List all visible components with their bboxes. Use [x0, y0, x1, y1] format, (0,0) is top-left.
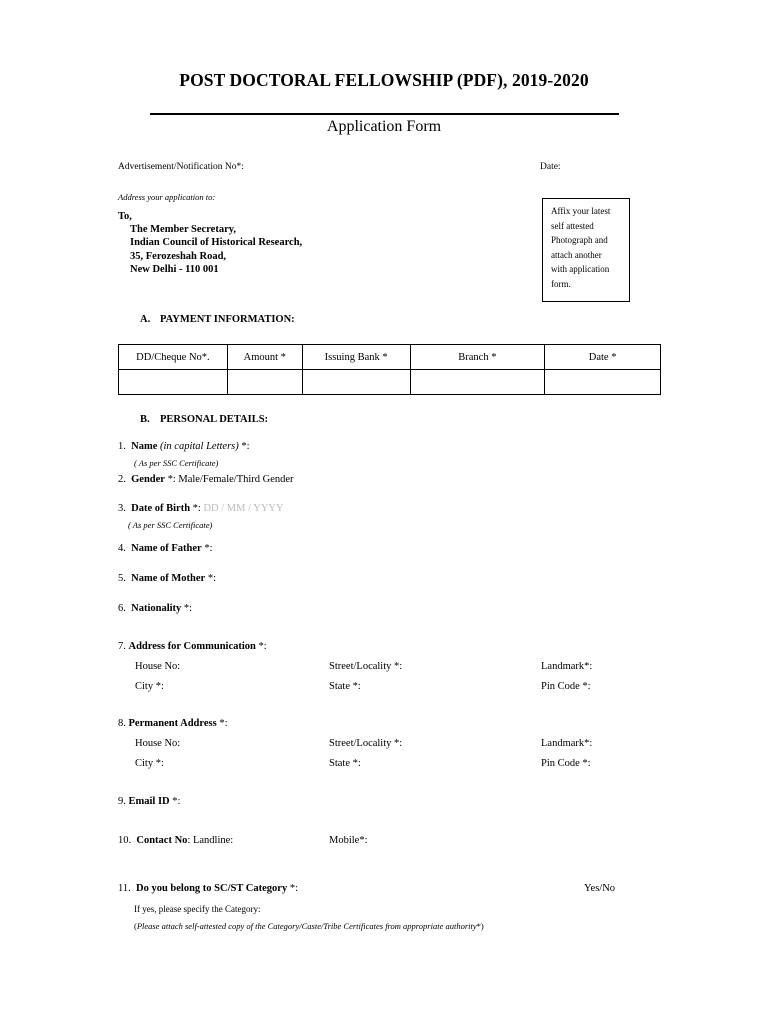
- landline-label: : Landline:: [187, 835, 234, 846]
- photo-line: self attested: [551, 220, 594, 231]
- issuing-bank-cell[interactable]: [302, 370, 410, 395]
- advertisement-label: Advertisement/Notification No*:: [118, 162, 244, 172]
- name-label: Name: [131, 441, 158, 452]
- email-label: Email ID: [128, 796, 170, 807]
- required-marker: *:: [219, 718, 228, 729]
- question-number: 10.: [118, 835, 132, 846]
- gender-question: [118, 474, 294, 485]
- category-options[interactable]: Yes/No: [584, 883, 616, 894]
- address-to: To,: [118, 211, 132, 222]
- note-text: Please attach self-attested copy of the Category/Caste/Tribe Certificates from appropriate authority: [136, 921, 477, 931]
- question-number: 5.: [118, 573, 126, 584]
- perm-city-label: City *:: [135, 758, 164, 769]
- category-label: Do you belong to SC/ST Category: [136, 883, 288, 894]
- photo-line: with application: [551, 264, 610, 274]
- mother-question: [118, 573, 216, 584]
- comm-house-label: House No:: [135, 661, 181, 672]
- required-marker: *:: [241, 441, 250, 452]
- name-question: [118, 441, 250, 452]
- father-label: Name of Father: [131, 543, 202, 554]
- comm-state-label: State *:: [329, 681, 361, 692]
- section-a-heading: PAYMENT INFORMATION:: [160, 314, 295, 325]
- form-subtitle: Application Form: [326, 118, 442, 135]
- required-marker: *:: [167, 474, 176, 485]
- mother-label: Name of Mother: [131, 573, 206, 584]
- nationality-label: Nationality: [131, 603, 182, 614]
- nationality-question: [118, 603, 192, 614]
- col-amount: Amount *: [227, 345, 302, 370]
- payment-header-row: [119, 345, 661, 370]
- required-marker: *:: [207, 573, 216, 584]
- address-line-1: The Member Secretary,: [130, 224, 237, 235]
- contact-label: Contact No: [136, 835, 188, 846]
- comm-city-label: City *:: [135, 681, 164, 692]
- payment-entry-row: [119, 370, 661, 395]
- photo-line: attach another: [551, 249, 602, 260]
- question-number: 7.: [118, 641, 126, 652]
- name-hint: (in capital Letters): [160, 441, 239, 452]
- contact-question: [118, 835, 233, 846]
- comm-landmark-label: Landmark*:: [541, 661, 593, 672]
- question-number: 1.: [118, 441, 126, 452]
- section-a-letter: A.: [140, 314, 151, 325]
- dob-question: [118, 503, 284, 514]
- question-number: 2.: [118, 474, 126, 485]
- payment-table: [118, 344, 661, 395]
- category-ifyes: If yes, please specify the Category:: [134, 904, 261, 914]
- permanent-label: Permanent Address: [128, 718, 217, 729]
- required-marker: *:: [172, 796, 181, 807]
- title-divider: [150, 113, 619, 115]
- address-line-3: 35, Ferozeshah Road,: [130, 251, 227, 262]
- question-number: 6.: [118, 603, 126, 614]
- perm-pin-label: Pin Code *:: [541, 758, 591, 769]
- col-branch: Branch *: [410, 345, 545, 370]
- photo-line: Photograph and: [551, 235, 608, 245]
- name-note: ( As per SSC Certificate): [134, 458, 219, 468]
- question-number: 8.: [118, 718, 126, 729]
- comm-pin-label: Pin Code *:: [541, 681, 591, 692]
- dob-label: Date of Birth: [131, 503, 191, 514]
- address-line-4: New Delhi - 110 001: [130, 264, 219, 275]
- col-dd-cheque: DD/Cheque No*.: [119, 345, 228, 370]
- address-line-2: Indian Council of Historical Research,: [130, 237, 303, 248]
- address-intro: Address your application to:: [118, 192, 216, 202]
- section-b-heading: PERSONAL DETAILS:: [160, 414, 269, 425]
- question-number: 4.: [118, 543, 126, 554]
- required-marker: *:: [289, 883, 298, 894]
- form-title: POST DOCTORAL FELLOWSHIP (PDF), 2019-2020: [179, 70, 589, 90]
- perm-state-label: State *:: [329, 758, 361, 769]
- col-date: Date *: [545, 345, 661, 370]
- category-question: [118, 883, 298, 894]
- photo-instructions: [551, 204, 627, 291]
- required-marker: *:: [258, 641, 267, 652]
- note-close: *): [476, 921, 484, 931]
- photo-box[interactable]: [542, 198, 630, 302]
- dob-field[interactable]: DD / MM / YYYY: [203, 503, 284, 514]
- mobile-label: Mobile*:: [329, 835, 368, 846]
- col-issuing-bank: Issuing Bank *: [302, 345, 410, 370]
- date-label: Date:: [540, 162, 561, 172]
- gender-label: Gender: [131, 474, 165, 485]
- communication-label: Address for Communication: [128, 641, 256, 652]
- email-question: [118, 796, 180, 807]
- perm-street-label: Street/Locality *:: [329, 738, 403, 749]
- branch-cell[interactable]: [410, 370, 545, 395]
- photo-line: form.: [551, 278, 571, 289]
- question-number: 3.: [118, 503, 126, 514]
- dob-note: ( As per SSC Certificate): [128, 520, 213, 530]
- perm-house-label: House No:: [135, 738, 181, 749]
- required-marker: *:: [192, 503, 201, 514]
- permanent-question: [118, 718, 227, 729]
- amount-cell[interactable]: [227, 370, 302, 395]
- category-note: [134, 921, 484, 931]
- communication-question: [118, 641, 267, 652]
- comm-street-label: Street/Locality *:: [329, 661, 403, 672]
- question-number: 11.: [118, 883, 131, 894]
- dd-cheque-cell[interactable]: [119, 370, 228, 395]
- section-b-letter: B.: [140, 414, 150, 425]
- photo-line: Affix your latest: [551, 206, 611, 216]
- note-open: (: [134, 921, 137, 931]
- date-cell[interactable]: [545, 370, 661, 395]
- father-question: [118, 543, 212, 554]
- required-marker: *:: [204, 543, 213, 554]
- required-marker: *:: [183, 603, 193, 614]
- perm-landmark-label: Landmark*:: [541, 738, 593, 749]
- question-number: 9.: [118, 796, 126, 807]
- gender-options[interactable]: Male/Female/Third Gender: [178, 474, 294, 485]
